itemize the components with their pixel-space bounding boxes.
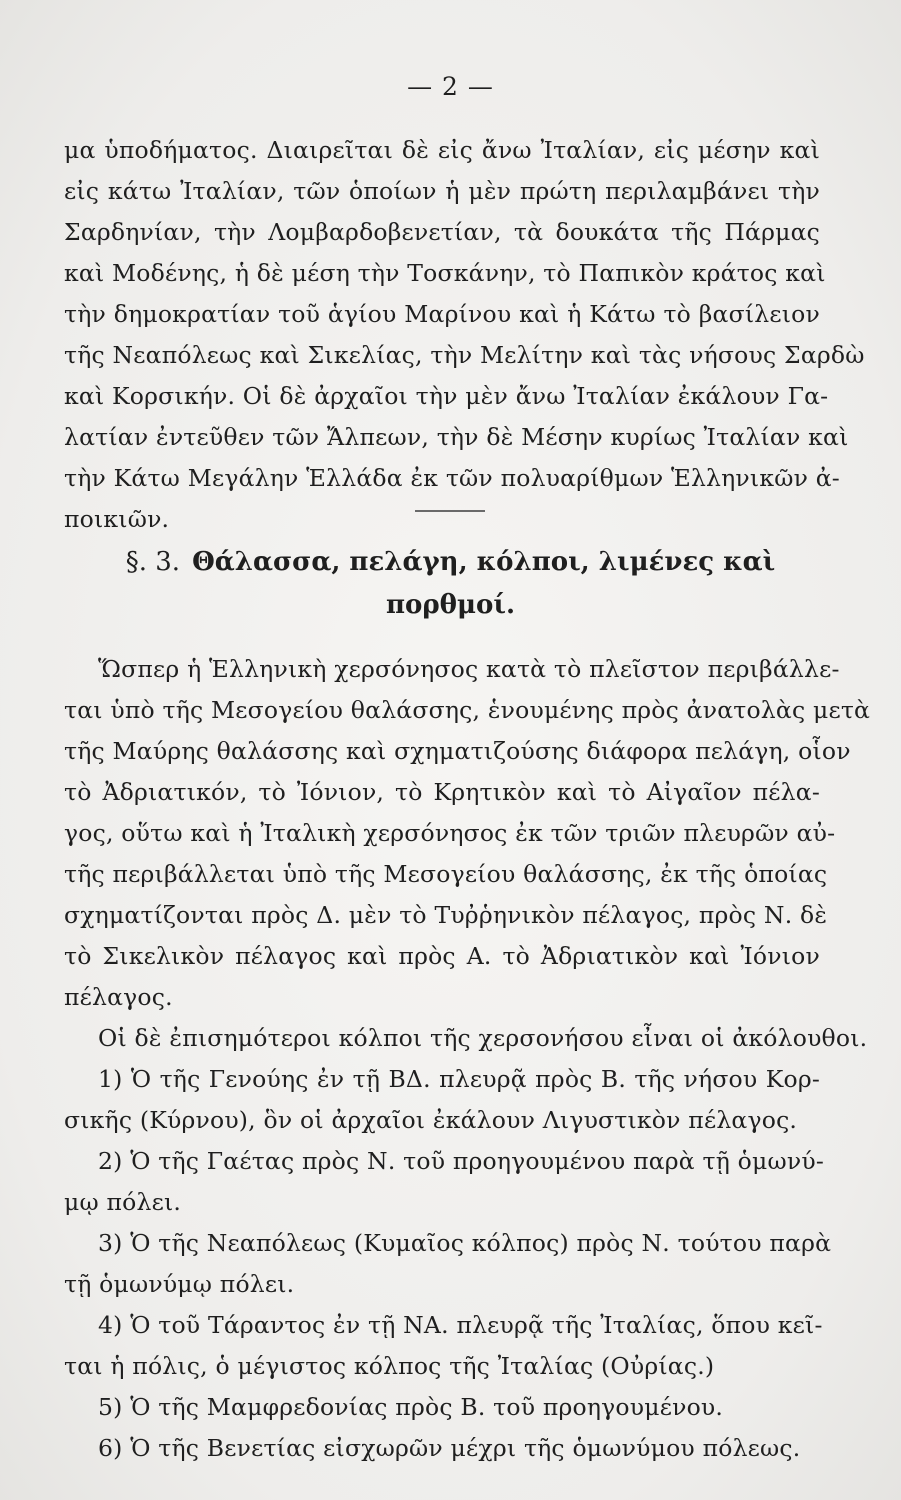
paragraph3-line: Οἱ δὲ ἐπισημότεροι κόλποι τῆς χερσονήσου εἶναι οἱ ἀκόλουθοι. xyxy=(98,1024,868,1052)
gulf-list-item: 1) Ὁ τῆς Γενούης ἐν τῇ ΒΔ. πλευρᾷ πρὸς Β. τῆς νήσου Κορ- xyxy=(98,1065,820,1093)
paragraph2-line: γος, οὕτω καὶ ἡ Ἰταλικὴ χερσόνησος ἐκ τῶν τριῶν πλευρῶν αὐ- xyxy=(64,819,836,847)
section-number: §. 3. xyxy=(125,547,181,577)
gulf-list-item: 4) Ὁ τοῦ Τάραντος ἐν τῇ ΝΑ. πλευρᾷ τῆς Ἰταλίας, ὅπου κεῖ- xyxy=(98,1311,823,1339)
gulf-list-item: ται ἡ πόλις, ὁ μέγιστος κόλπος τῆς Ἰταλίας (Οὐρίας.) xyxy=(64,1352,715,1380)
paragraph2-line: Ὥσπερ ἡ Ἑλληνικὴ χερσόνησος κατὰ τὸ πλεῖστον περιβάλλε- xyxy=(98,655,840,683)
gulf-list-item: σικῆς (Κύρνου), ὃν οἱ ἀρχαῖοι ἐκάλουν Λιγυστικὸν πέλαγος. xyxy=(64,1106,798,1134)
paragraph1-line: τῆς Νεαπόλεως καὶ Σικελίας, τὴν Μελίτην καὶ τὰς νήσους Σαρδὼ xyxy=(64,341,865,369)
paragraph1-line: μα ὑποδήματος. Διαιρεῖται δὲ εἰς ἄνω Ἰταλίαν, εἰς μέσην καὶ xyxy=(64,136,820,164)
gulf-list-item: 2) Ὁ τῆς Γαέτας πρὸς Ν. τοῦ προηγουμένου παρὰ τῇ ὁμωνύ- xyxy=(98,1147,824,1175)
paragraph1-line: εἰς κάτω Ἰταλίαν, τῶν ὁποίων ἡ μὲν πρώτη περιλαμβάνει τὴν xyxy=(64,177,820,205)
paragraph1-line: καὶ Κορσικήν. Οἱ δὲ ἀρχαῖοι τὴν μὲν ἄνω Ἰταλίαν ἐκάλουν Γα- xyxy=(64,382,829,410)
section-heading xyxy=(0,546,901,578)
gulf-list-item: τῇ ὁμωνύμῳ πόλει. xyxy=(64,1270,295,1298)
paragraph2-line: τὸ Σικελικὸν πέλαγος καὶ πρὸς Α. τὸ Ἀδριατικὸν καὶ Ἰόνιον xyxy=(64,942,820,970)
section-title-line1: Θάλασσα, πελάγη, κόλποι, λιμένες καὶ xyxy=(192,547,776,577)
paragraph2-line: ται ὑπὸ τῆς Μεσογείου θαλάσσης, ἑνουμένης πρὸς ἀνατολὰς μετὰ xyxy=(64,696,871,724)
gulf-list-item: μῳ πόλει. xyxy=(64,1188,182,1216)
paragraph1-line: τὴν Κάτω Μεγάλην Ἑλλάδα ἐκ τῶν πολυαρίθμων Ἑλληνικῶν ἀ- xyxy=(64,464,840,492)
gulf-list-item: 3) Ὁ τῆς Νεαπόλεως (Κυμαῖος κόλπος) πρὸς Ν. τούτου παρὰ xyxy=(98,1229,832,1257)
paragraph1-line: ποικιῶν. xyxy=(64,505,170,533)
page-number: — 2 — xyxy=(407,72,494,101)
section-divider xyxy=(415,510,485,512)
paragraph1-line: λατίαν ἐντεῦθεν τῶν Ἄλπεων, τὴν δὲ Μέσην κυρίως Ἰταλίαν καὶ xyxy=(64,423,849,451)
paragraph1-line: τὴν δημοκρατίαν τοῦ ἁγίου Μαρίνου καὶ ἡ Κάτω τὸ βασίλειον xyxy=(64,300,820,328)
paragraph2-line: σχηματίζονται πρὸς Δ. μὲν τὸ Τυῤῥηνικὸν πέλαγος, πρὸς Ν. δὲ xyxy=(64,901,828,929)
section-title-line2: πορθμοί. xyxy=(385,590,515,620)
paragraph1-line: καὶ Μοδένης, ἡ δὲ μέση τὴν Τοσκάνην, τὸ Παπικὸν κράτος καὶ xyxy=(64,259,826,287)
paragraph2-line: τὸ Ἀδριατικόν, τὸ Ἰόνιον, τὸ Κρητικὸν καὶ τὸ Αἰγαῖον πέλα- xyxy=(64,778,820,806)
gulf-list-item: 6) Ὁ τῆς Βενετίας εἰσχωρῶν μέχρι τῆς ὁμωνύμου πόλεως. xyxy=(98,1434,801,1462)
paragraph2-line: πέλαγος. xyxy=(64,983,173,1011)
gulf-list-item: 5) Ὁ τῆς Μαμφρεδονίας πρὸς Β. τοῦ προηγουμένου. xyxy=(98,1393,724,1421)
paragraph2-line: τῆς Μαύρης θαλάσσης καὶ σχηματιζούσης διάφορα πελάγη, οἷον xyxy=(64,737,851,765)
paragraph2-line: τῆς περιβάλλεται ὑπὸ τῆς Μεσογείου θαλάσσης, ἐκ τῆς ὁποίας xyxy=(64,860,828,888)
paragraph1-line: Σαρδηνίαν, τὴν Λομβαρδοβενετίαν, τὰ δουκάτα τῆς Πάρμας xyxy=(64,218,820,246)
